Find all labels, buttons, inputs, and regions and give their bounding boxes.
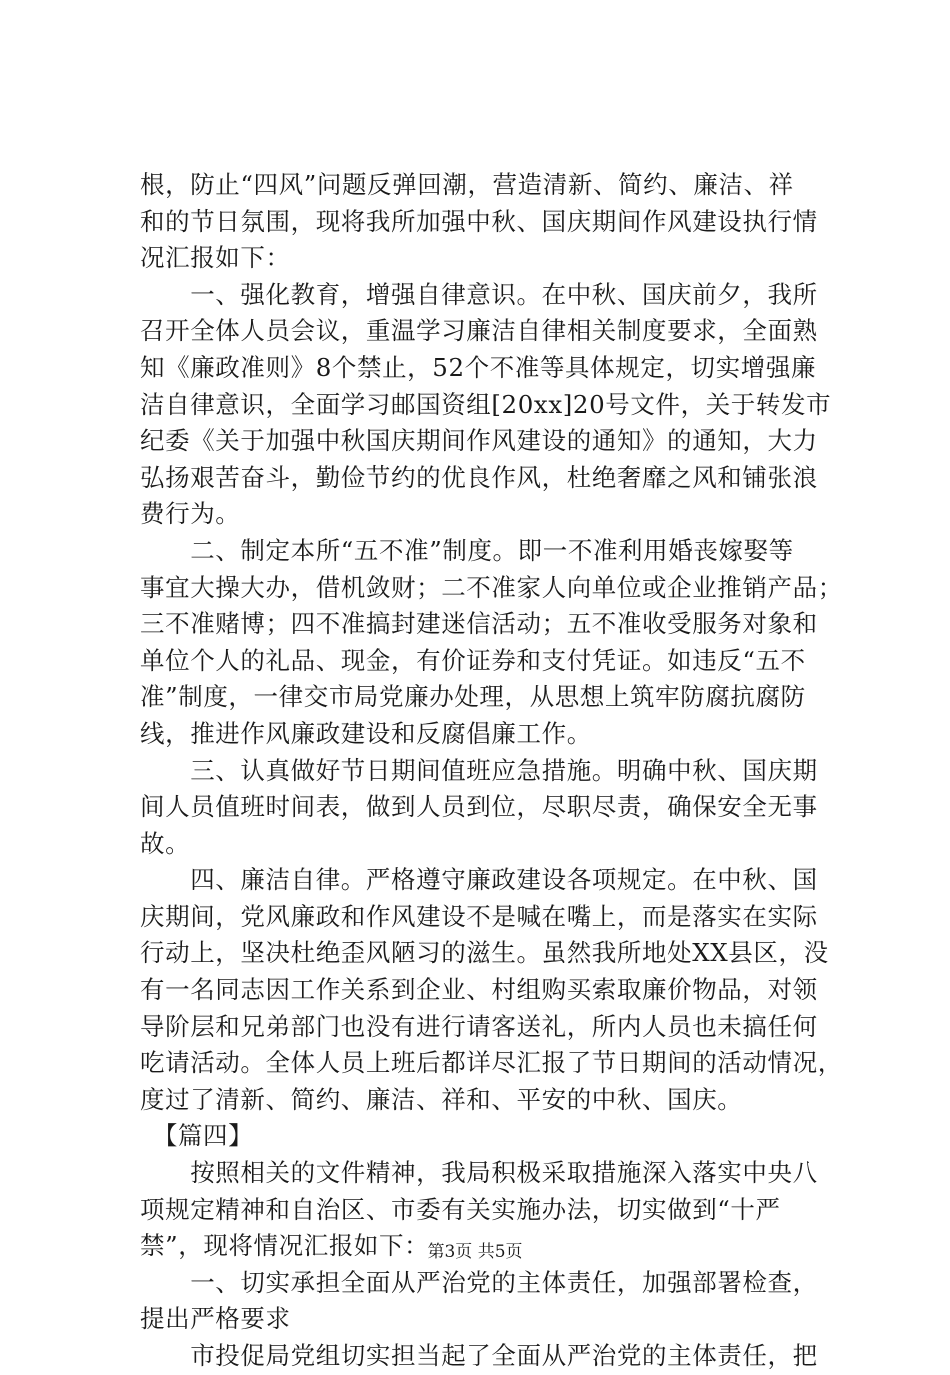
text-line: 故。 [140, 828, 191, 858]
text-line: 知《廉政准则》8个禁止，52个不准等具体规定，切实增强廉 [140, 352, 817, 382]
text-line: 况汇报如下： [140, 243, 291, 273]
text-line: 项规定精神和自治区、市委有关实施办法，切实做到“十严 [140, 1194, 781, 1224]
text-line: 禁”，现将情况汇报如下： [140, 1231, 430, 1261]
text-line: 召开全体人员会议，重温学习廉洁自律相关制度要求，全面熟 [140, 316, 818, 346]
text-line: 导阶层和兄弟部门也没有进行请客送礼，所内人员也未搞任何 [140, 1011, 818, 1041]
text-line: 有一名同志因工作关系到企业、村组购买索取廉价物品，对领 [140, 975, 818, 1005]
text-line: 根，防止“四风”问题反弹回潮，营造清新、简约、廉洁、祥 [140, 170, 794, 199]
text-line: 线，推进作风廉政建设和反腐倡廉工作。 [140, 718, 592, 748]
text-line: 度过了清新、简约、廉洁、祥和、平安的中秋、国庆。 [140, 1084, 743, 1114]
text-line: 庆期间，党风廉政和作风建设不是喊在嘴上，而是落实在实际 [140, 901, 818, 931]
text-line: 和的节日氛围，现将我所加强中秋、国庆期间作风建设执行情 [140, 206, 818, 236]
text-line: 弘扬艰苦奋斗，勤俭节约的优良作风，杜绝奢靡之风和铺张浪 [140, 462, 818, 492]
text-line: 一、强化教育，增强自律意识。在中秋、国庆前夕，我所 [140, 279, 818, 309]
text-line: 事宜大操大办，借机敛财；二不准家人向单位或企业推销产品； [140, 572, 843, 602]
text-line: 间人员值班时间表，做到人员到位，尽职尽责，确保安全无事 [140, 792, 818, 822]
text-line: 【篇四】 [140, 1121, 254, 1151]
text-line: 纪委《关于加强中秋国庆期间作风建设的通知》的通知，大力 [140, 426, 818, 456]
text-line: 行动上，坚决杜绝歪风陋习的滋生。虽然我所地处XX县区，没 [140, 938, 829, 968]
text-line: 准”制度，一律交市局党廉办处理，从思想上筑牢防腐抗腐防 [140, 682, 806, 712]
text-line: 四、廉洁自律。严格遵守廉政建设各项规定。在中秋、国 [140, 865, 818, 895]
text-line: 三、认真做好节日期间值班应急措施。明确中秋、国庆期 [140, 755, 818, 785]
text-line: 三不准赌博；四不准搞封建迷信活动；五不准收受服务对象和 [140, 609, 818, 639]
text-line: 按照相关的文件精神，我局积极采取措施深入落实中央八 [140, 1158, 818, 1188]
text-line: 市投促局党组切实担当起了全面从严治党的主体责任，把 [140, 1341, 818, 1370]
text-line: 吃请活动。全体人员上班后都详尽汇报了节日期间的活动情况， [140, 1048, 843, 1078]
text-line: 费行为。 [140, 499, 241, 529]
text-line: 单位个人的礼品、现金，有价证券和支付凭证。如违反“五不 [140, 645, 806, 675]
page-footer: 第3页 共5页 [427, 1242, 523, 1262]
text-line: 二、制定本所“五不准”制度。即一不准利用婚丧嫁娶等 [140, 535, 794, 565]
text-line: 一、切实承担全面从严治党的主体责任，加强部署检查， [140, 1267, 818, 1297]
document-body [140, 167, 843, 1375]
text-line: 洁自律意识，全面学习邮国资组[20xx]20号文件，关于转发市 [140, 389, 832, 419]
text-line: 提出严格要求 [140, 1304, 291, 1334]
